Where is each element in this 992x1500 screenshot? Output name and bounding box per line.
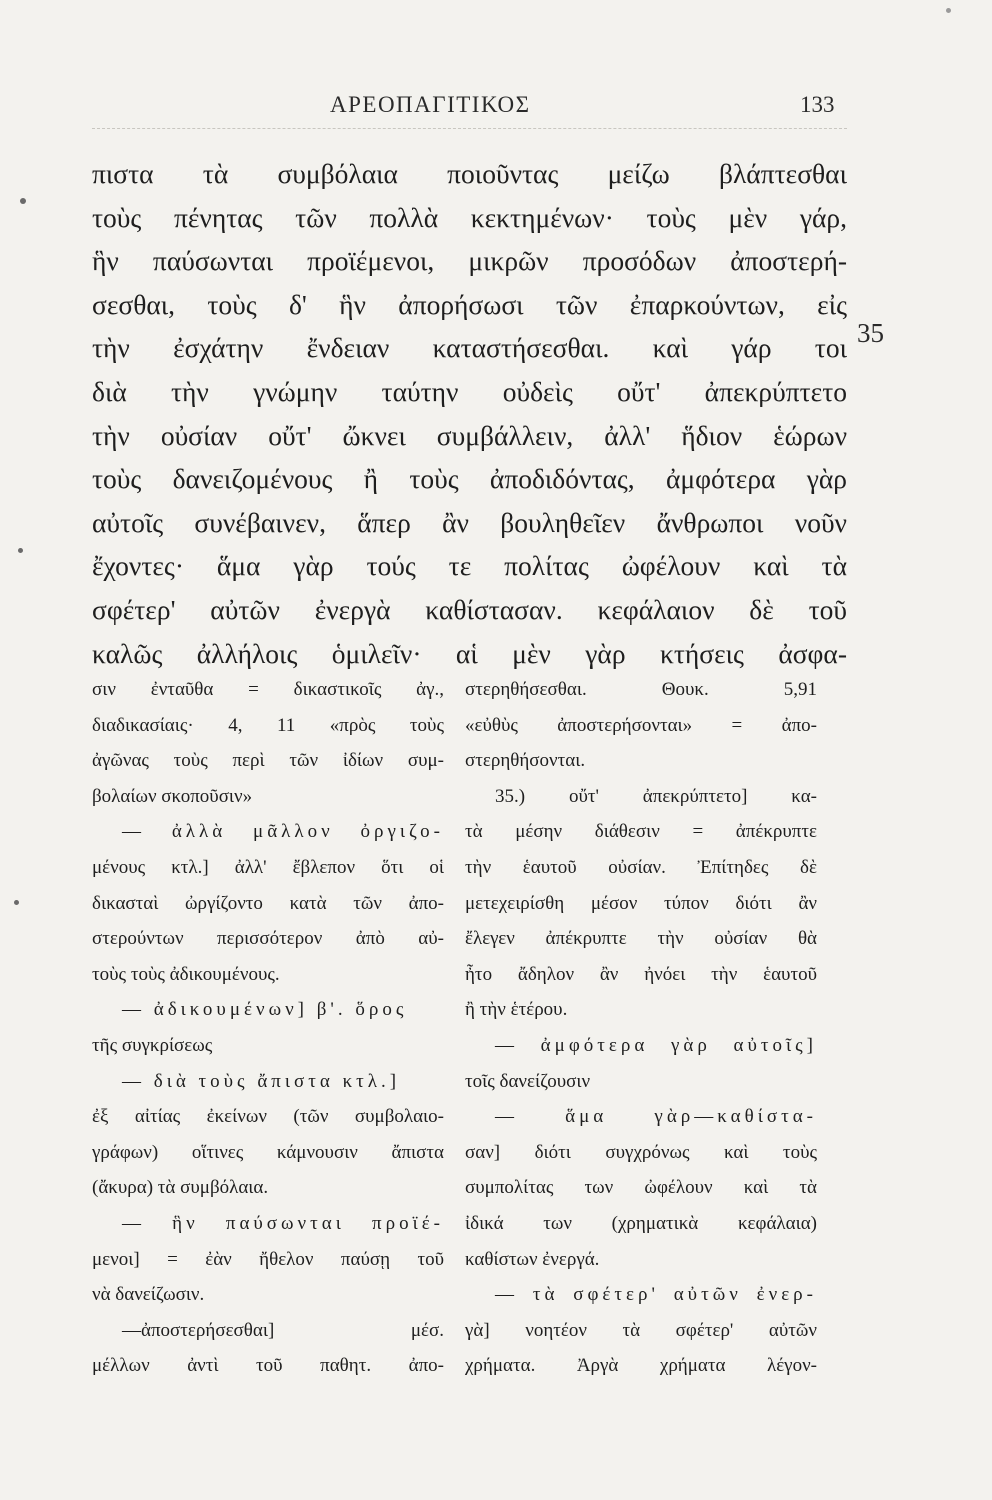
note-line: μετεχειρίσθη μέσον τύπον διότι ἂν [465,892,817,914]
main-text-line: ἔχοντες· ἅμα γὰρ τούς τε πολίτας ὠφέλουν καὶ τὰ [92,550,847,582]
ink-speck [946,8,951,13]
main-text-line: τοὺς δανειζομένους ἢ τοὺς ἀποδιδόντας, ἀμφότερα γὰρ [92,463,847,495]
note-line: στερηθήσεσθαι. Θουκ. 5,91 [465,679,817,700]
note-line: ἐξ αἰτίας ἐκείνων (τῶν συμβολαιο- [92,1106,444,1128]
main-text-line: τὴν ἐσχάτην ἔνδειαν καταστήσεσθαι. καὶ γάρ τοι [92,332,847,364]
main-text-line: τὴν οὐσίαν οὔτ' ὤκνει συμβάλλειν, ἀλλ' ἥδιον ἑώρων [92,419,847,451]
line-number-marker: 35 [857,318,884,348]
note-line: (ἄκυρα) τὰ συμβόλαια. [92,1177,269,1199]
note-line: γράφων) οἵτινες κάμνουσιν ἄπιστα [92,1141,444,1163]
note-line: συμπολίτας των ὠφέλουν καὶ τὰ [465,1177,817,1199]
note-line: τοὺς τοὺς ἀδικουμένους. [92,963,280,985]
note-line: τὴν ἑαυτοῦ οὐσίαν. Ἐπίτηδες δὲ [465,856,817,878]
note-lemma-line: 35.) οὔτ' ἀπεκρύπτετο] κα- [495,785,817,807]
note-line: σιν ἐνταῦθα = δικαστικοῖς ἀγ., [92,679,444,700]
main-text-line: τοὺς πένητας τῶν πολλὰ κεκτημένων· τοὺς μὲν γάρ, [92,201,847,233]
main-text-line: ἣν παύσωνται προϊέμενοι, μικρῶν προσόδων ἀποστερή- [92,245,847,277]
main-text-block [92,152,847,675]
commentary-left-column [92,672,444,1384]
note-line: ἰδικά των (χρηματικὰ κεφάλαια) [465,1212,817,1234]
note-line: βολαίων σκοποῦσιν» [92,785,253,807]
note-line: στερούντων περισσότερον ἀπὸ αὐ- [92,928,444,950]
main-text-line: πιστα τὰ συμβόλαια ποιοῦντας μείζω βλάπτεσθαι [92,158,847,189]
ink-speck [18,548,23,553]
note-line: στερηθήσονται. [465,750,586,772]
running-head: ΑΡΕΟΠΑΓΙΤΙΚΟΣ [330,92,531,117]
note-lemma-line: — διὰ τοὺς ἄπιστα κτλ.] [122,1070,401,1092]
note-line: «εὐθὺς ἀποστερήσονται» = ἀπο- [465,714,817,736]
note-line: μέλλων ἀντὶ τοῦ παθητ. ἀπο- [92,1355,444,1377]
note-line: ἀγῶνας τοὺς περὶ τῶν ἰδίων συμ- [92,750,444,772]
note-line: τῆς συγκρίσεως [92,1034,213,1056]
header-rule [92,128,847,129]
note-line: μενοι] = ἐὰν ἤθελον παύσῃ τοῦ [92,1248,444,1270]
note-line: διαδικασίαις· 4, 11 «πρὸς τοὺς [92,714,444,736]
note-lemma-line: — ἀλλὰ μᾶλλον ὀργιζο- [122,821,444,843]
note-line: τὰ μέσην διάθεσιν = ἀπέκρυπτε [465,821,817,843]
ink-speck [20,198,26,204]
main-text-line: σφέτερ' αὐτῶν ἐνεργὰ καθίστασαν. κεφάλαιον δὲ τοῦ [92,593,847,625]
main-text-line: σεσθαι, τοὺς δ' ἣν ἀπορήσωσι τῶν ἐπαρκούντων, εἰς [92,288,847,320]
note-line: ἦτο ἄδηλον ἂν ἠνόει τὴν ἑαυτοῦ [465,963,817,985]
note-line: χρήματα. Ἀργὰ χρήματα λέγον- [465,1355,817,1377]
note-line: γὰ] νοητέον τὰ σφέτερ' αὐτῶν [465,1319,817,1341]
note-line: τοῖς δανείζουσιν [465,1070,591,1092]
note-lemma-line: — τὰ σφέτερ' αὐτῶν ἐνερ- [495,1284,817,1306]
main-text-line: διὰ τὴν γνώμην ταύτην οὐδεὶς οὔτ' ἀπεκρύπτετο [92,375,847,407]
note-lemma-line: — ἀδικουμένων] β'. ὅρος [122,999,408,1021]
note-line: μένους κτλ.] ἀλλ' ἔβλεπον ὅτι οἱ [92,856,444,878]
note-lemma-line: — ἅμα γὰρ—καθίστα- [495,1106,817,1128]
note-lemma-line: — ἀμφότερα γὰρ αὐτοῖς] [495,1034,817,1056]
ink-speck [14,900,19,905]
note-line: ἢ τὴν ἑτέρου. [465,999,568,1021]
commentary-right-column [465,672,817,1384]
note-line: καθίστων ἐνεργά. [465,1248,600,1270]
note-line: σαν] διότι συγχρόνως καὶ τοὺς [465,1141,817,1163]
note-lemma-line: —ἀποστερήσεσθαι] μέσ. [122,1319,444,1341]
note-lemma-line: — ἣν παύσωνται προϊέ- [122,1212,444,1234]
note-line: ἔλεγεν ἀπέκρυπτε τὴν οὐσίαν θὰ [465,928,817,950]
page-number: 133 [800,92,835,117]
note-line: δικασταὶ ὠργίζοντο κατὰ τῶν ἀπο- [92,892,444,914]
main-text-line: καλῶς ἀλλήλοις ὁμιλεῖν· αἱ μὲν γὰρ κτήσεις ἀσφα- [92,637,847,669]
main-text-line: αὐτοῖς συνέβαινεν, ἅπερ ἂν βουληθεῖεν ἄνθρωποι νοῦν [92,506,847,538]
note-line: νὰ δανείζωσιν. [92,1284,205,1306]
